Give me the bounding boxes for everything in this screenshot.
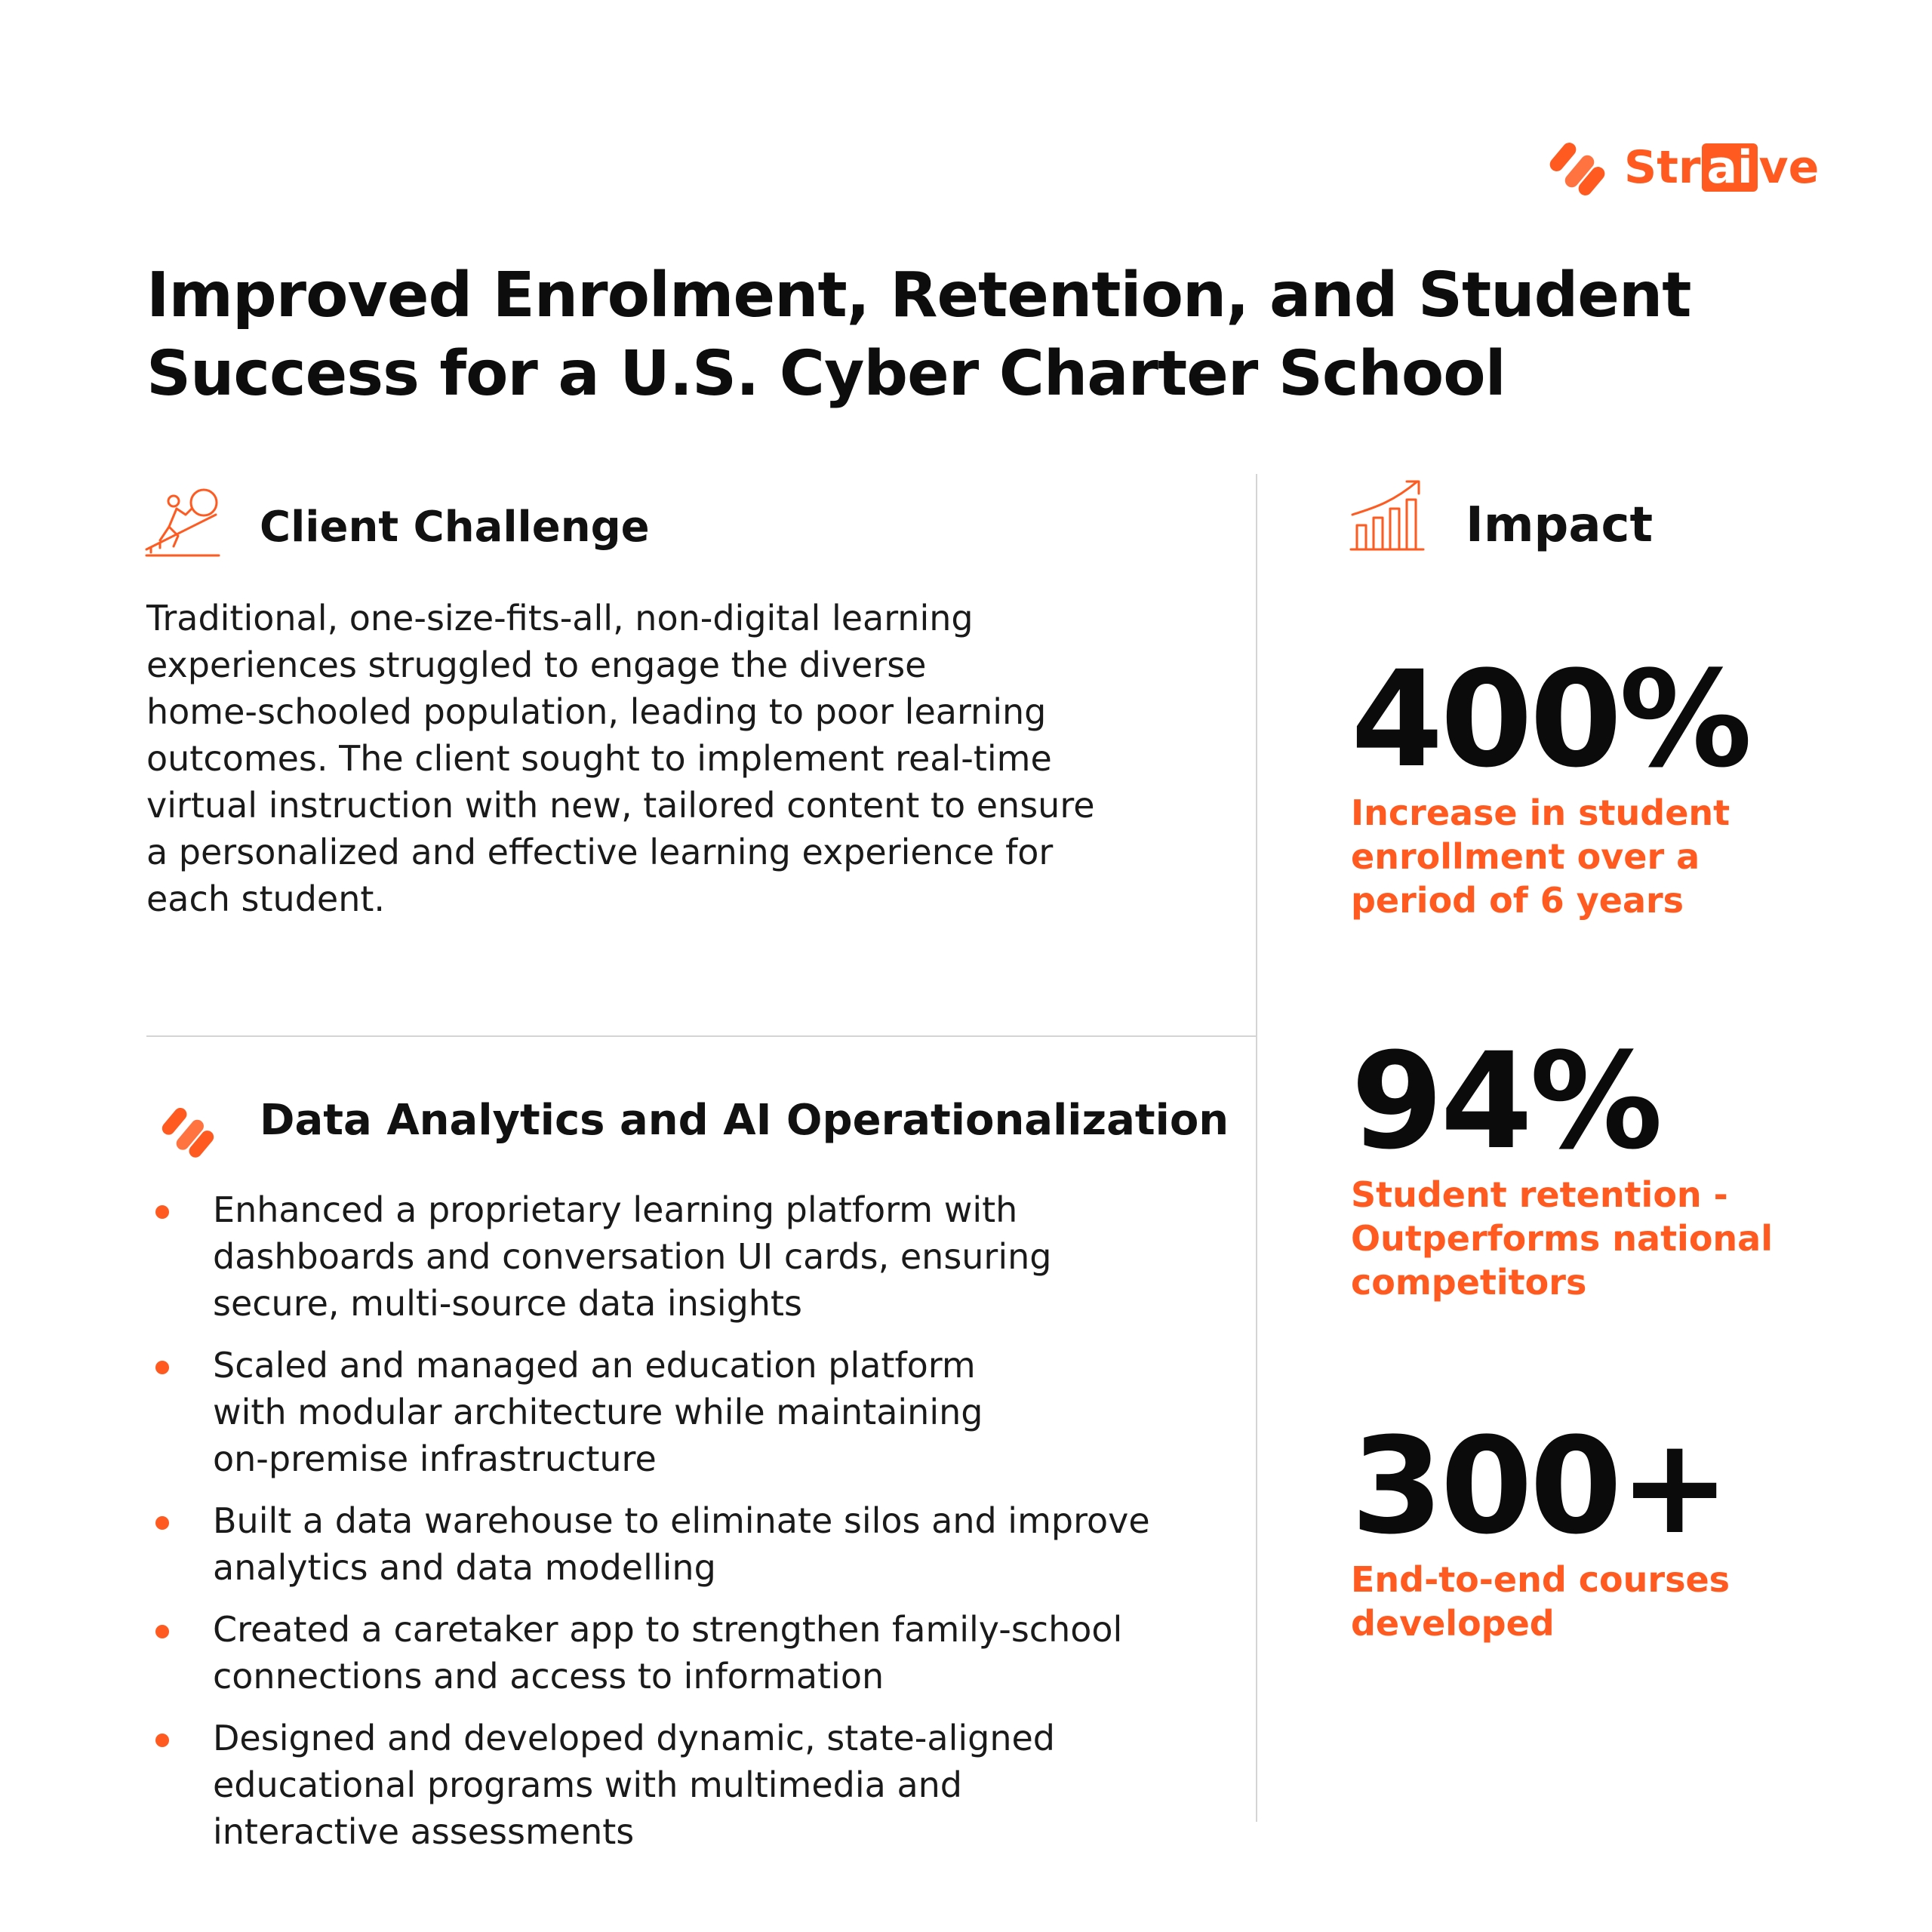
impact-heading: Impact [1466,497,1654,553]
impact-stat [1351,1024,1879,1304]
stat-value: 400% [1351,642,1749,797]
impact-stat [1351,1409,1879,1645]
body-line: home-schooled population, leading to poor learning [146,691,1047,732]
stat-description: End-to-end courses developed [1351,1559,1730,1644]
bullet-dot-icon [155,1625,169,1638]
analytics-heading: Data Analytics and AI Operationalization [260,1096,1229,1145]
body-line: a personalized and effective learning experience for [146,832,1054,872]
body-line: experiences struggled to engage the diverse [146,645,927,685]
column-divider [1256,474,1257,1822]
boulder-push-icon [143,483,222,558]
title-line: Improved Enrolment, Retention, and Student [146,260,1691,331]
stat-value: 300+ [1351,1409,1727,1564]
body-line: outcomes. The client sought to implement real-time [146,738,1052,779]
title-line: Success for a U.S. Cyber Charter School [146,338,1506,410]
logo-wordmark: Str ai ve [1624,141,1820,194]
body-line: each student. [146,878,386,919]
body-line: Traditional, one-size-fits-all, non-digital learning [146,598,974,638]
section-divider [146,1035,1256,1037]
straive-logo [1540,130,1826,205]
body-line: virtual instruction with new, tailored content to ensure [146,785,1095,826]
client-challenge-body [146,595,1128,922]
growth-chart-icon [1348,475,1426,554]
stat-description: Student retention - Outperforms national competitors [1351,1174,1773,1303]
list-item: Created a caretaker app to strengthen family-school connections and access to information [146,1606,1203,1700]
list-item: Scaled and managed an education platform with modular architecture while maintaining on-premise infrastructure [146,1342,1203,1482]
analytics-bullet-list [146,1186,1203,1870]
list-item: Designed and developed dynamic, state-aligned educational programs with multimedia and interactive assessments [146,1715,1203,1855]
straive-mark-icon [1540,130,1615,205]
stat-description: Increase in student enrollment over a period of 6 years [1351,792,1730,921]
impact-stat [1351,642,1879,922]
bullet-dot-icon [155,1734,169,1747]
bullet-dot-icon [155,1361,169,1374]
list-item: Enhanced a proprietary learning platform with dashboards and conversation UI cards, ensuring secure, multi-source data insights [146,1186,1203,1327]
stat-value: 94% [1351,1024,1660,1179]
bullet-dot-icon [155,1516,169,1530]
list-item: Built a data warehouse to eliminate silos and improve analytics and data modelling [146,1497,1203,1591]
page-title [146,257,1731,414]
bullet-dot-icon [155,1205,169,1219]
straive-mark-icon [152,1096,223,1167]
client-challenge-heading: Client Challenge [260,503,650,552]
